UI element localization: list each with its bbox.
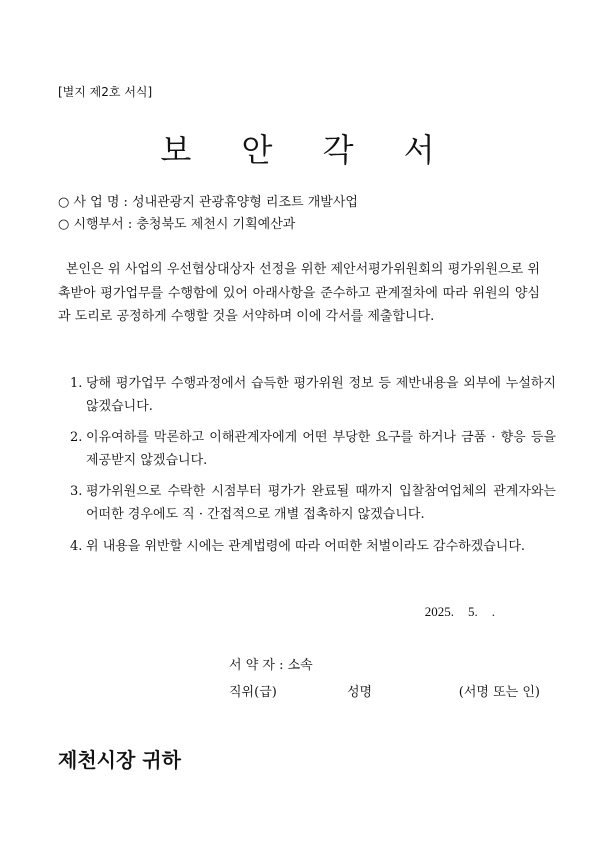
pledge-number: 2. xyxy=(70,430,83,445)
pledge-number: 3. xyxy=(70,484,83,499)
project-name-line: ○ 사 업 명 : 성내관광지 관광휴양형 리조트 개발사업 xyxy=(58,195,358,210)
pledge-item xyxy=(70,372,556,418)
pledge-item xyxy=(70,480,556,526)
pledge-text: 이유여하를 막론하고 이해관계자에게 어떤 부당한 요구를 하거나 금품 · 향응 등을 제공받지 않겠습니다. xyxy=(86,430,556,468)
pledge-item xyxy=(70,535,556,558)
date-year: 2025. xyxy=(424,604,454,619)
position-label: 직위(급) xyxy=(229,685,277,700)
date-month: 5. xyxy=(468,604,478,619)
pledge-item xyxy=(70,426,556,472)
pledge-number: 1. xyxy=(70,376,83,391)
pledge-text: 위 내용을 위반할 시에는 관계법령에 따라 어떠한 처벌이라도 감수하겠습니다. xyxy=(86,539,526,554)
form-number-label: [별지 제2호 서식] xyxy=(58,85,153,99)
date-line xyxy=(411,604,495,620)
document-title: 보 안 각 서 xyxy=(160,131,455,169)
pledge-text: 평가위원으로 수락한 시점부터 평가가 완료될 때까지 입찰참여업체의 관계자와는 어떠한 경우에도 직 · 간접적으로 개별 접촉하지 않겠습니다. xyxy=(86,484,556,522)
signer-line: 서 약 자 : 소속 xyxy=(229,658,313,673)
name-label: 성명 xyxy=(347,685,373,700)
date-day: . xyxy=(491,604,495,619)
addressee: 제천시장 귀하 xyxy=(58,748,181,772)
department-line: ○ 시행부서 : 충청북도 제천시 기획예산과 xyxy=(58,217,296,232)
pledge-number: 4. xyxy=(70,539,83,554)
pledge-text: 당해 평가업무 수행과정에서 습득한 평가위원 정보 등 제반내용을 외부에 누설하지 않겠습니다. xyxy=(86,376,556,414)
intro-paragraph: 본인은 위 사업의 우선협상대상자 선정을 위한 제안서평가위원회의 평가위원으로 위촉받아 평가업무를 수행함에 있어 아래사항을 준수하고 관계절차에 따라 위원의 양심과 도리로 공정하게 수행할 것을 서약하며 이에 각서를 제출합니다. xyxy=(58,262,540,324)
signature-label: (서명 또는 인) xyxy=(458,685,540,700)
